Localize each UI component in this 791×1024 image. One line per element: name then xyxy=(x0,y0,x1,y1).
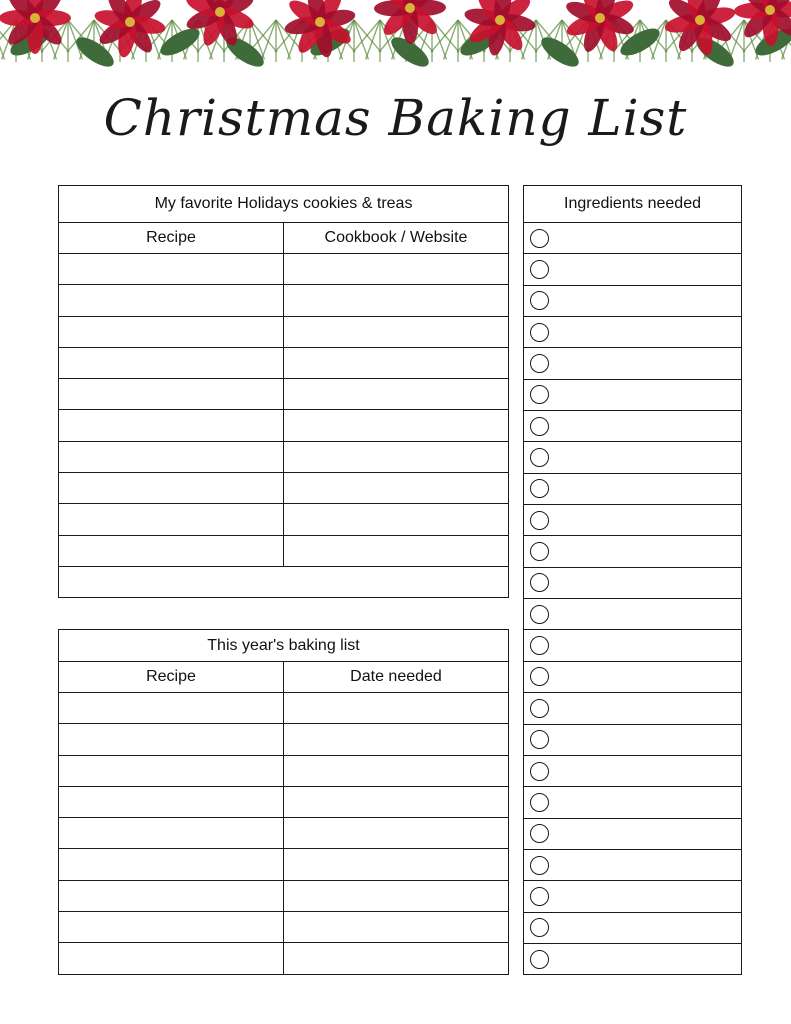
baking-col-recipe: Recipe xyxy=(59,662,284,693)
baking-cell[interactable] xyxy=(59,693,284,724)
ingredient-row xyxy=(524,943,742,974)
ingredient-row xyxy=(524,411,742,442)
ingredient-cell[interactable] xyxy=(524,755,742,786)
baking-cell[interactable] xyxy=(59,880,284,911)
baking-cell[interactable] xyxy=(284,849,509,880)
favorites-row xyxy=(59,347,509,378)
favorites-cell[interactable] xyxy=(59,473,284,504)
ingredient-cell[interactable] xyxy=(524,881,742,912)
circle-checkbox-icon[interactable] xyxy=(530,793,549,812)
favorites-cell[interactable] xyxy=(59,285,284,316)
ingredient-cell[interactable] xyxy=(524,505,742,536)
favorites-cell[interactable] xyxy=(59,410,284,441)
circle-checkbox-icon[interactable] xyxy=(530,667,549,686)
ingredient-cell[interactable] xyxy=(524,693,742,724)
baking-cell[interactable] xyxy=(59,818,284,849)
ingredient-cell[interactable] xyxy=(524,943,742,974)
circle-checkbox-icon[interactable] xyxy=(530,291,549,310)
ingredient-cell[interactable] xyxy=(524,442,742,473)
favorites-cell[interactable] xyxy=(284,535,509,566)
circle-checkbox-icon[interactable] xyxy=(530,887,549,906)
ingredient-cell[interactable] xyxy=(524,567,742,598)
favorites-cell[interactable] xyxy=(59,379,284,410)
page-title: Christmas Baking List xyxy=(103,89,688,147)
ingredient-row xyxy=(524,317,742,348)
baking-cell[interactable] xyxy=(284,943,509,974)
circle-checkbox-icon[interactable] xyxy=(530,950,549,969)
baking-cell[interactable] xyxy=(284,786,509,817)
ingredient-cell[interactable] xyxy=(524,661,742,692)
favorites-cell[interactable] xyxy=(284,254,509,285)
baking-row xyxy=(59,849,509,880)
favorites-cell[interactable] xyxy=(59,504,284,535)
circle-checkbox-icon[interactable] xyxy=(530,542,549,561)
favorites-row xyxy=(59,285,509,316)
favorites-row xyxy=(59,566,509,597)
circle-checkbox-icon[interactable] xyxy=(530,762,549,781)
ingredient-row xyxy=(524,442,742,473)
baking-row xyxy=(59,693,509,724)
ingredient-row xyxy=(524,630,742,661)
favorites-cell[interactable] xyxy=(59,441,284,472)
ingredient-row xyxy=(524,755,742,786)
favorites-cell[interactable] xyxy=(284,504,509,535)
circle-checkbox-icon[interactable] xyxy=(530,448,549,467)
favorites-table xyxy=(58,185,509,598)
ingredient-cell[interactable] xyxy=(524,849,742,880)
baking-table xyxy=(58,629,509,975)
ingredient-cell[interactable] xyxy=(524,379,742,410)
circle-checkbox-icon[interactable] xyxy=(530,354,549,373)
ingredient-cell[interactable] xyxy=(524,724,742,755)
favorites-cell[interactable] xyxy=(284,441,509,472)
ingredient-cell[interactable] xyxy=(524,285,742,316)
baking-col-date: Date needed xyxy=(284,662,509,693)
ingredient-row xyxy=(524,379,742,410)
baking-cell[interactable] xyxy=(284,880,509,911)
ingredient-row xyxy=(524,849,742,880)
favorites-col-recipe: Recipe xyxy=(59,223,284,254)
ingredient-row xyxy=(524,724,742,755)
favorites-row xyxy=(59,535,509,566)
ingredient-cell[interactable] xyxy=(524,473,742,504)
ingredient-cell[interactable] xyxy=(524,411,742,442)
baking-row xyxy=(59,724,509,755)
baking-cell[interactable] xyxy=(284,755,509,786)
ingredient-cell[interactable] xyxy=(524,818,742,849)
baking-row xyxy=(59,818,509,849)
circle-checkbox-icon[interactable] xyxy=(530,573,549,592)
ingredient-cell[interactable] xyxy=(524,630,742,661)
baking-row xyxy=(59,912,509,943)
favorites-cell[interactable] xyxy=(59,535,284,566)
baking-cell[interactable] xyxy=(284,818,509,849)
baking-cell[interactable] xyxy=(59,724,284,755)
circle-checkbox-icon[interactable] xyxy=(530,730,549,749)
circle-checkbox-icon[interactable] xyxy=(530,385,549,404)
circle-checkbox-icon[interactable] xyxy=(530,699,549,718)
ingredient-row xyxy=(524,473,742,504)
favorites-cell[interactable] xyxy=(284,285,509,316)
ingredient-row xyxy=(524,661,742,692)
poinsettia-garland-icon xyxy=(0,0,791,82)
circle-checkbox-icon[interactable] xyxy=(530,229,549,248)
favorites-row xyxy=(59,379,509,410)
baking-cell[interactable] xyxy=(59,943,284,974)
favorites-cell[interactable] xyxy=(284,347,509,378)
favorites-row xyxy=(59,316,509,347)
ingredient-row xyxy=(524,693,742,724)
circle-checkbox-icon[interactable] xyxy=(530,605,549,624)
favorites-cell[interactable] xyxy=(59,566,509,597)
ingredient-cell[interactable] xyxy=(524,536,742,567)
baking-cell[interactable] xyxy=(284,912,509,943)
favorites-row xyxy=(59,441,509,472)
ingredient-cell[interactable] xyxy=(524,254,742,285)
ingredient-cell[interactable] xyxy=(524,912,742,943)
circle-checkbox-icon[interactable] xyxy=(530,479,549,498)
ingredients-table xyxy=(523,185,742,975)
circle-checkbox-icon[interactable] xyxy=(530,417,549,436)
favorites-cell[interactable] xyxy=(59,316,284,347)
baking-cell[interactable] xyxy=(59,755,284,786)
ingredient-row xyxy=(524,912,742,943)
favorites-cell[interactable] xyxy=(59,254,284,285)
ingredient-row xyxy=(524,881,742,912)
ingredient-row xyxy=(524,567,742,598)
favorites-row xyxy=(59,254,509,285)
ingredient-cell[interactable] xyxy=(524,223,742,254)
favorites-cell[interactable] xyxy=(59,347,284,378)
ingredient-row xyxy=(524,536,742,567)
baking-row xyxy=(59,755,509,786)
favorites-row xyxy=(59,473,509,504)
ingredient-row xyxy=(524,348,742,379)
circle-checkbox-icon[interactable] xyxy=(530,856,549,875)
baking-header: This year's baking list xyxy=(59,630,509,662)
baking-cell[interactable] xyxy=(284,724,509,755)
ingredient-row xyxy=(524,787,742,818)
favorites-row xyxy=(59,410,509,441)
baking-row xyxy=(59,786,509,817)
baking-cell[interactable] xyxy=(284,693,509,724)
ingredient-cell[interactable] xyxy=(524,348,742,379)
circle-checkbox-icon[interactable] xyxy=(530,511,549,530)
baking-row xyxy=(59,880,509,911)
ingredient-row xyxy=(524,223,742,254)
ingredients-header: Ingredients needed xyxy=(524,186,742,223)
baking-cell[interactable] xyxy=(59,786,284,817)
circle-checkbox-icon[interactable] xyxy=(530,918,549,937)
baking-cell[interactable] xyxy=(59,912,284,943)
ingredient-cell[interactable] xyxy=(524,317,742,348)
favorites-cell[interactable] xyxy=(284,410,509,441)
favorites-cell[interactable] xyxy=(284,316,509,347)
circle-checkbox-icon[interactable] xyxy=(530,323,549,342)
favorites-cell[interactable] xyxy=(284,379,509,410)
ingredient-cell[interactable] xyxy=(524,599,742,630)
baking-row xyxy=(59,943,509,974)
circle-checkbox-icon[interactable] xyxy=(530,636,549,655)
favorites-header: My favorite Holidays cookies & treas xyxy=(59,186,509,223)
ingredient-row xyxy=(524,505,742,536)
favorites-col-source: Cookbook / Website xyxy=(284,223,509,254)
ingredient-row xyxy=(524,254,742,285)
baking-cell[interactable] xyxy=(59,849,284,880)
ingredient-cell[interactable] xyxy=(524,787,742,818)
circle-checkbox-icon[interactable] xyxy=(530,260,549,279)
favorites-row xyxy=(59,504,509,535)
favorites-cell[interactable] xyxy=(284,473,509,504)
ingredient-row xyxy=(524,599,742,630)
circle-checkbox-icon[interactable] xyxy=(530,824,549,843)
ingredient-row xyxy=(524,818,742,849)
ingredient-row xyxy=(524,285,742,316)
